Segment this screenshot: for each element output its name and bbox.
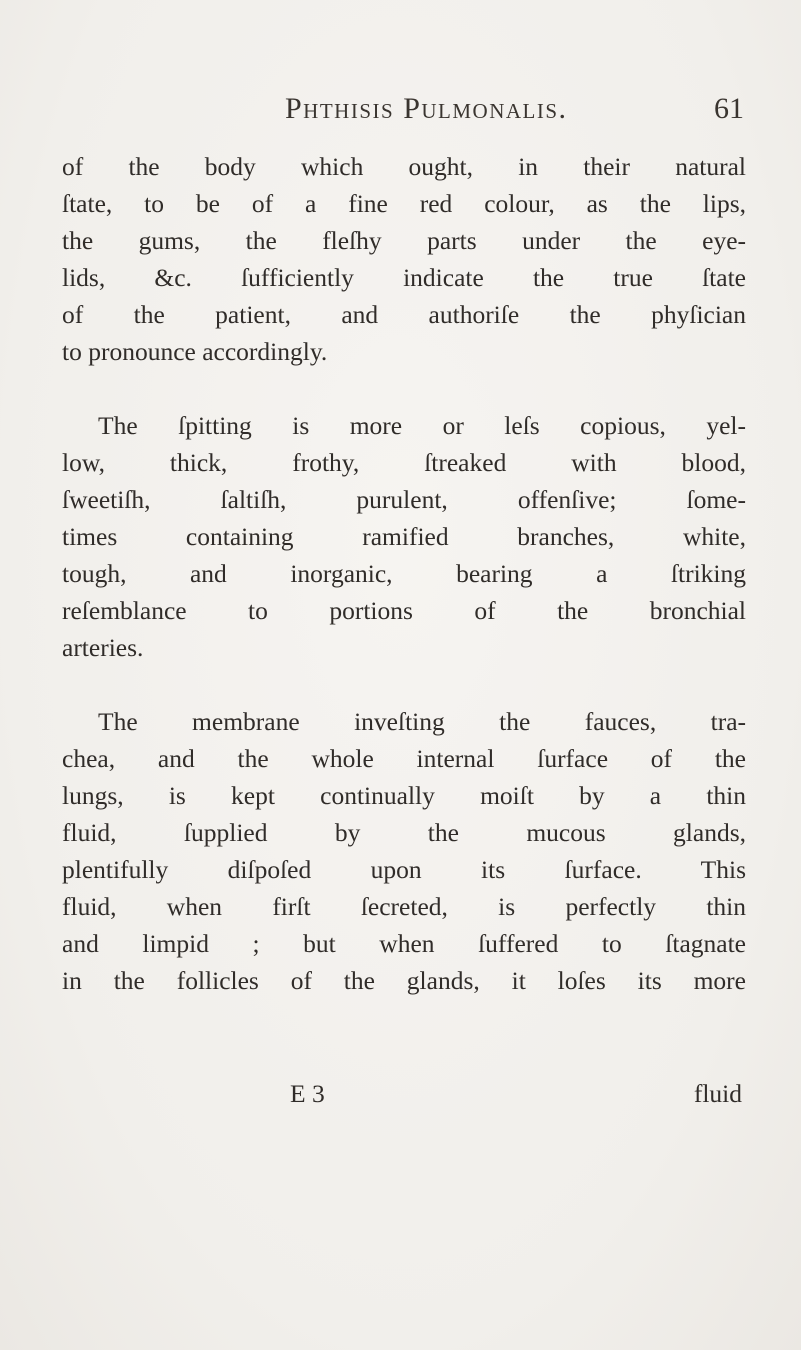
- running-title: Phthisis Pulmonalis.: [285, 92, 568, 125]
- text-line: low, thick, frothy, ſtreaked with blood,: [62, 448, 746, 477]
- text-line: to pronounce accordingly.: [62, 337, 328, 366]
- text-line: times containing ramified branches, white,: [62, 522, 746, 551]
- text-line: lungs, is kept continually moiſt by a thin: [62, 781, 746, 810]
- signature-mark: E 3: [290, 1079, 325, 1108]
- text-line: of the body which ought, in their natural: [62, 152, 746, 181]
- text-line: ſweetiſh, ſaltiſh, purulent, offenſive; ſome-: [62, 485, 746, 514]
- text-line: arteries.: [62, 633, 144, 662]
- text-line: fluid, when firſt ſecreted, is perfectly thin: [62, 892, 746, 921]
- catchword: fluid: [693, 1079, 742, 1108]
- text-line: lids, &c. ſufficiently indicate the true ſtate: [62, 263, 746, 292]
- text-line: and limpid ; but when ſuffered to ſtagnate: [62, 929, 746, 958]
- paragraph-gap: [62, 666, 746, 703]
- text-line: the gums, the fleſhy parts under the eye-: [62, 226, 746, 255]
- page-number: 61: [714, 92, 744, 125]
- text-line: in the follicles of the glands, it loſes its more: [62, 966, 746, 995]
- text-line: The ſpitting is more or leſs copious, yel-: [98, 411, 746, 440]
- paragraph-1: [62, 148, 746, 370]
- paragraph-2: [62, 407, 746, 666]
- paragraph-3: [62, 703, 746, 999]
- running-head: [62, 92, 744, 132]
- paragraph-gap: [62, 370, 746, 407]
- page-footer: [62, 1079, 744, 1119]
- text-line: fluid, ſupplied by the mucous glands,: [62, 818, 746, 847]
- text-line: of the patient, and authoriſe the phyſician: [62, 300, 746, 329]
- text-line: The membrane inveſting the fauces, tra-: [98, 707, 746, 736]
- text-line: chea, and the whole internal ſurface of the: [62, 744, 746, 773]
- text-line: plentifully diſpoſed upon its ſurface. This: [62, 855, 746, 884]
- text-line: ſtate, to be of a fine red colour, as the lips,: [62, 189, 746, 218]
- body-text: [62, 148, 746, 999]
- text-line: tough, and inorganic, bearing a ſtriking: [62, 559, 746, 588]
- text-line: reſemblance to portions of the bronchial: [62, 596, 746, 625]
